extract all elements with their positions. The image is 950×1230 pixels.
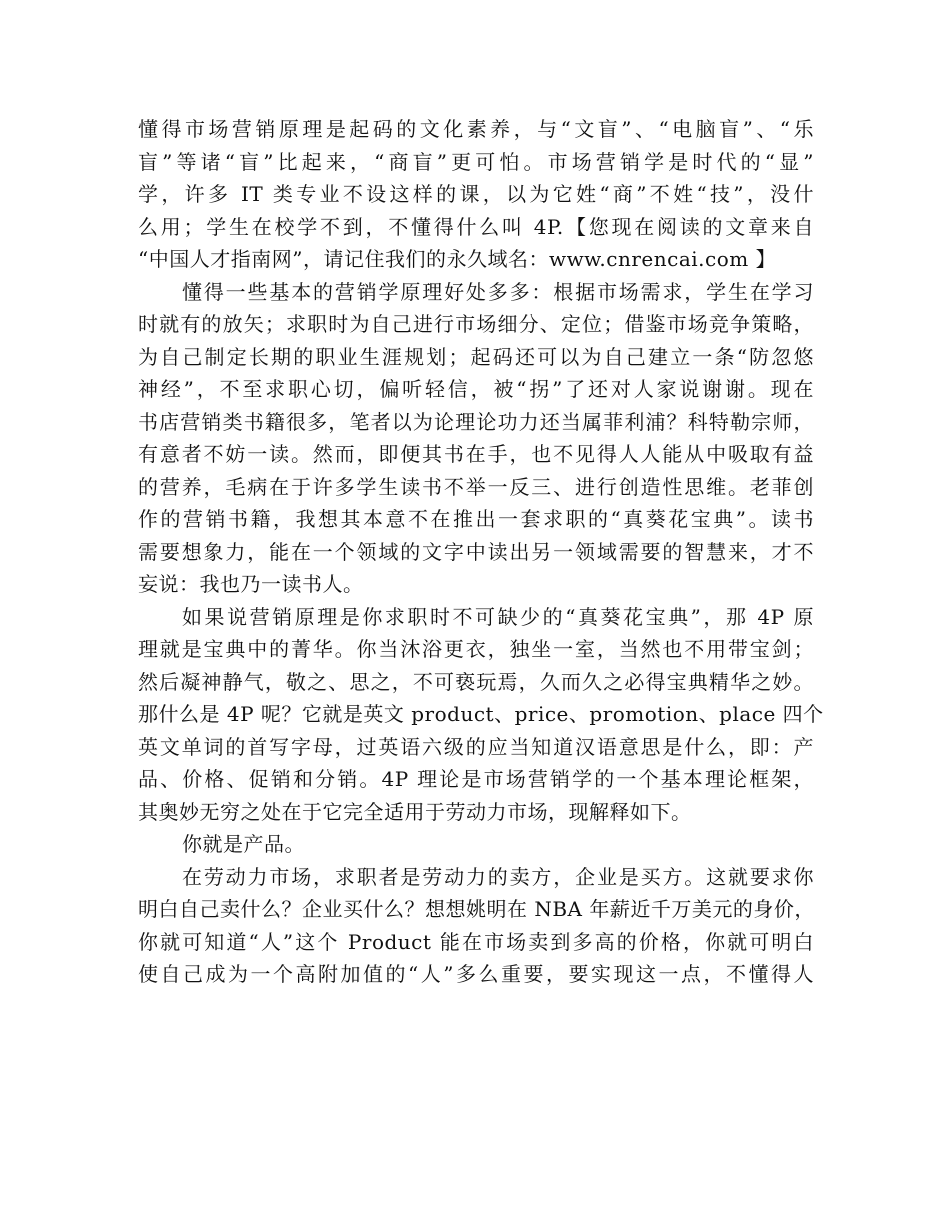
paragraph-4 xyxy=(138,828,814,861)
body-text xyxy=(138,113,824,991)
text-line: “中国人才指南网”，请记住我们的永久域名：www.cnrencai.com 】 xyxy=(138,247,777,271)
text-line: 懂得一些基本的营销学原理好处多多：根据市场需求，学生在学习 xyxy=(182,279,814,304)
text-line: 理就是宝典中的菁华。你当沐浴更衣，独坐一室，当然也不用带宝剑； xyxy=(138,637,814,661)
text-line: 英文单词的首写字母，过英语六级的应当知道汉语意思是什么，即：产 xyxy=(138,734,814,759)
text-line: 使自己成为一个高附加值的“人”多么重要，要实现这一点，不懂得人 xyxy=(138,962,814,986)
text-line: 的营养，毛病在于许多学生读书不举一反三、进行创造性思维。老菲创 xyxy=(138,474,814,499)
text-line: 你就是产品。 xyxy=(182,832,305,856)
text-line: 然后凝神静气，敬之、思之，不可亵玩焉，久而久之必得宝典精华之妙。 xyxy=(138,669,814,694)
text-line: 你就可知道“人”这个 Product 能在市场卖到多高的价格，你就可明白 xyxy=(138,929,814,954)
paragraph-3 xyxy=(138,601,824,829)
text-line: 书店营销类书籍很多，笔者以为论理论功力还当属菲利浦？科特勒宗师， xyxy=(138,409,814,434)
text-line: 在劳动力市场，求职者是劳动力的卖方，企业是买方。这就要求你 xyxy=(182,864,814,889)
text-line: 品、价格、促销和分销。4P 理论是市场营销学的一个基本理论框架， xyxy=(138,767,814,791)
text-line: 么用；学生在校学不到，不懂得什么叫 4P.【您现在阅读的文章来自 xyxy=(138,214,814,239)
text-line: 明白自己卖什么？企业买什么？想想姚明在 NBA 年薪近千万美元的身价， xyxy=(138,897,815,921)
text-line: 如果说营销原理是你求职时不可缺少的“真葵花宝典”，那 4P 原 xyxy=(182,604,814,629)
text-line: 时就有的放矢；求职时为自己进行市场细分、定位；借鉴市场竞争策略， xyxy=(138,312,814,336)
text-line: 盲”等诸“盲”比起来，“商盲”更可怕。市场营销学是时代的“显” xyxy=(138,149,814,174)
text-line: 有意者不妨一读。然而，即便其书在手，也不见得人人能从中吸取有益 xyxy=(138,442,814,466)
text-line: 妄说：我也乃一读书人。 xyxy=(138,572,364,596)
text-line: 其奥妙无穷之处在于它完全适用于劳动力市场，现解释如下。 xyxy=(138,799,692,824)
text-line: 那什么是 4P 呢？它就是英文 product、price、promotion、place 四个 xyxy=(138,702,824,726)
paragraph-2 xyxy=(138,276,814,601)
paragraph-1 xyxy=(138,113,814,276)
text-line: 学，许多 IT 类专业不设这样的课，以为它姓“商”不姓“技”，没什 xyxy=(138,182,814,206)
text-line: 神经”，不至求职心切，偏听轻信，被“拐”了还对人家说谢谢。现在 xyxy=(138,377,814,401)
text-line: 懂得市场营销原理是起码的文化素养，与“文盲”、“电脑盲”、“乐 xyxy=(138,117,814,141)
text-line: 作的营销书籍，我想其本意不在推出一套求职的“真葵花宝典”。读书 xyxy=(138,507,814,531)
text-line: 需要想象力，能在一个领域的文字中读出另一领域需要的智慧来，才不 xyxy=(138,539,814,564)
paragraph-5 xyxy=(138,861,814,991)
text-line: 为自己制定长期的职业生涯规划；起码还可以为自己建立一条“防忽悠 xyxy=(138,344,814,369)
